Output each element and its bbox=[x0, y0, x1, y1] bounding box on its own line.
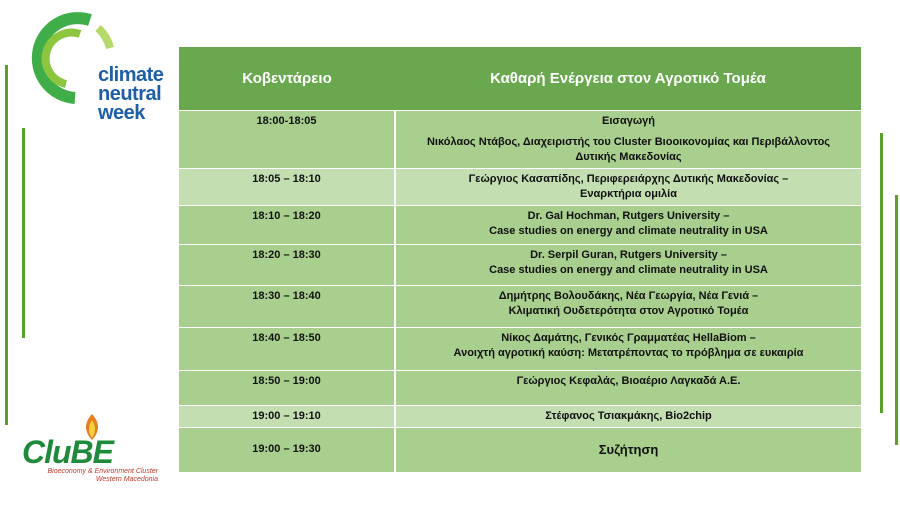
row-time: 18:40 – 18:50 bbox=[179, 328, 395, 371]
table-row bbox=[179, 328, 861, 371]
table-row bbox=[179, 371, 861, 406]
clube-subtitle-1: Bioeconomy & Environment Cluster bbox=[47, 468, 158, 475]
row-time: 18:30 – 18:40 bbox=[179, 286, 395, 328]
row-description bbox=[395, 328, 861, 371]
table-row bbox=[179, 206, 861, 245]
table-row bbox=[179, 286, 861, 328]
row-description bbox=[395, 111, 861, 169]
desc-line: Νίκος Δαμάτης, Γενικός Γραμματέας HellaBiom – bbox=[501, 332, 756, 344]
desc-line: Εισαγωγή bbox=[602, 115, 655, 127]
right-accent-line bbox=[880, 133, 883, 413]
schedule-table bbox=[179, 47, 861, 472]
row-time: 18:20 – 18:30 bbox=[179, 245, 395, 286]
clube-subtitle bbox=[30, 468, 158, 484]
desc-line: Case studies on energy and climate neutrality in USA bbox=[489, 264, 768, 276]
row-description bbox=[395, 169, 861, 206]
row-time: 18:10 – 18:20 bbox=[179, 206, 395, 245]
clube-logo bbox=[22, 412, 172, 492]
row-description bbox=[395, 245, 861, 286]
row-description bbox=[395, 206, 861, 245]
desc-line: Συζήτηση bbox=[598, 442, 659, 458]
desc-line: Στέφανος Τσιακμάκης, Bio2chip bbox=[545, 410, 712, 422]
table-row bbox=[179, 406, 861, 428]
desc-line: Εναρκτήρια ομιλία bbox=[580, 188, 677, 200]
row-time: 18:00-18:05 bbox=[179, 111, 395, 169]
row-time: 19:00 – 19:10 bbox=[179, 406, 395, 428]
row-time: 19:00 – 19:30 bbox=[179, 428, 395, 472]
desc-line: Dr. Serpil Guran, Rutgers University – bbox=[530, 249, 727, 261]
desc-line: Νικόλαος Ντάβος, Διαχειριστής του Cluster Βιοοικονομίας και Περιβάλλοντος bbox=[426, 136, 831, 148]
cnw-word-1: climate bbox=[98, 64, 164, 86]
row-time: 18:50 – 19:00 bbox=[179, 371, 395, 406]
row-time: 18:05 – 18:10 bbox=[179, 169, 395, 206]
desc-line: Δημήτρης Βολουδάκης, Νέα Γεωργία, Νέα Γενιά – bbox=[498, 290, 759, 302]
cnw-wordmark bbox=[98, 66, 163, 123]
row-description bbox=[395, 406, 861, 428]
table-header-row bbox=[179, 47, 861, 111]
cnw-word-2: neutral bbox=[98, 83, 162, 105]
desc-line: Case studies on energy and climate neutrality in USA bbox=[489, 225, 768, 237]
table-row bbox=[179, 428, 861, 472]
left-inner-accent-line bbox=[22, 128, 25, 338]
desc-line: Ανοιχτή αγροτική καύση: Μετατρέποντας το πρόβλημα σε ευκαιρία bbox=[453, 347, 804, 359]
table-row bbox=[179, 245, 861, 286]
desc-line: Dr. Gal Hochman, Rutgers University – bbox=[527, 210, 730, 222]
desc-line: Δυτικής Μακεδονίας bbox=[575, 151, 682, 163]
table-row bbox=[179, 111, 861, 169]
left-accent-line bbox=[5, 65, 8, 425]
right-outer-accent-line bbox=[895, 195, 898, 445]
desc-line: Γεώργιος Κεφαλάς, Βιοαέριο Λαγκαδά Α.Ε. bbox=[516, 375, 741, 387]
desc-line: Γεώργιος Κασαπίδης, Περιφερειάρχης Δυτικής Μακεδονίας – bbox=[468, 173, 789, 185]
header-session-title: Καθαρή Ενέργεια στον Αγροτικό Τομέα bbox=[395, 47, 861, 111]
desc-line: Κλιματική Ουδετερότητα στον Αγροτικό Τομέα bbox=[508, 305, 749, 317]
row-description bbox=[395, 286, 861, 328]
row-description bbox=[395, 428, 861, 472]
cnw-word-3: week bbox=[98, 102, 145, 124]
table-row bbox=[179, 169, 861, 206]
header-venue: Κοβεντάρειο bbox=[179, 47, 395, 111]
row-description bbox=[395, 371, 861, 406]
climate-neutral-week-logo bbox=[20, 8, 170, 128]
clube-wordmark: CluBE bbox=[22, 434, 113, 470]
clube-subtitle-2: Western Macedonia bbox=[95, 476, 158, 483]
